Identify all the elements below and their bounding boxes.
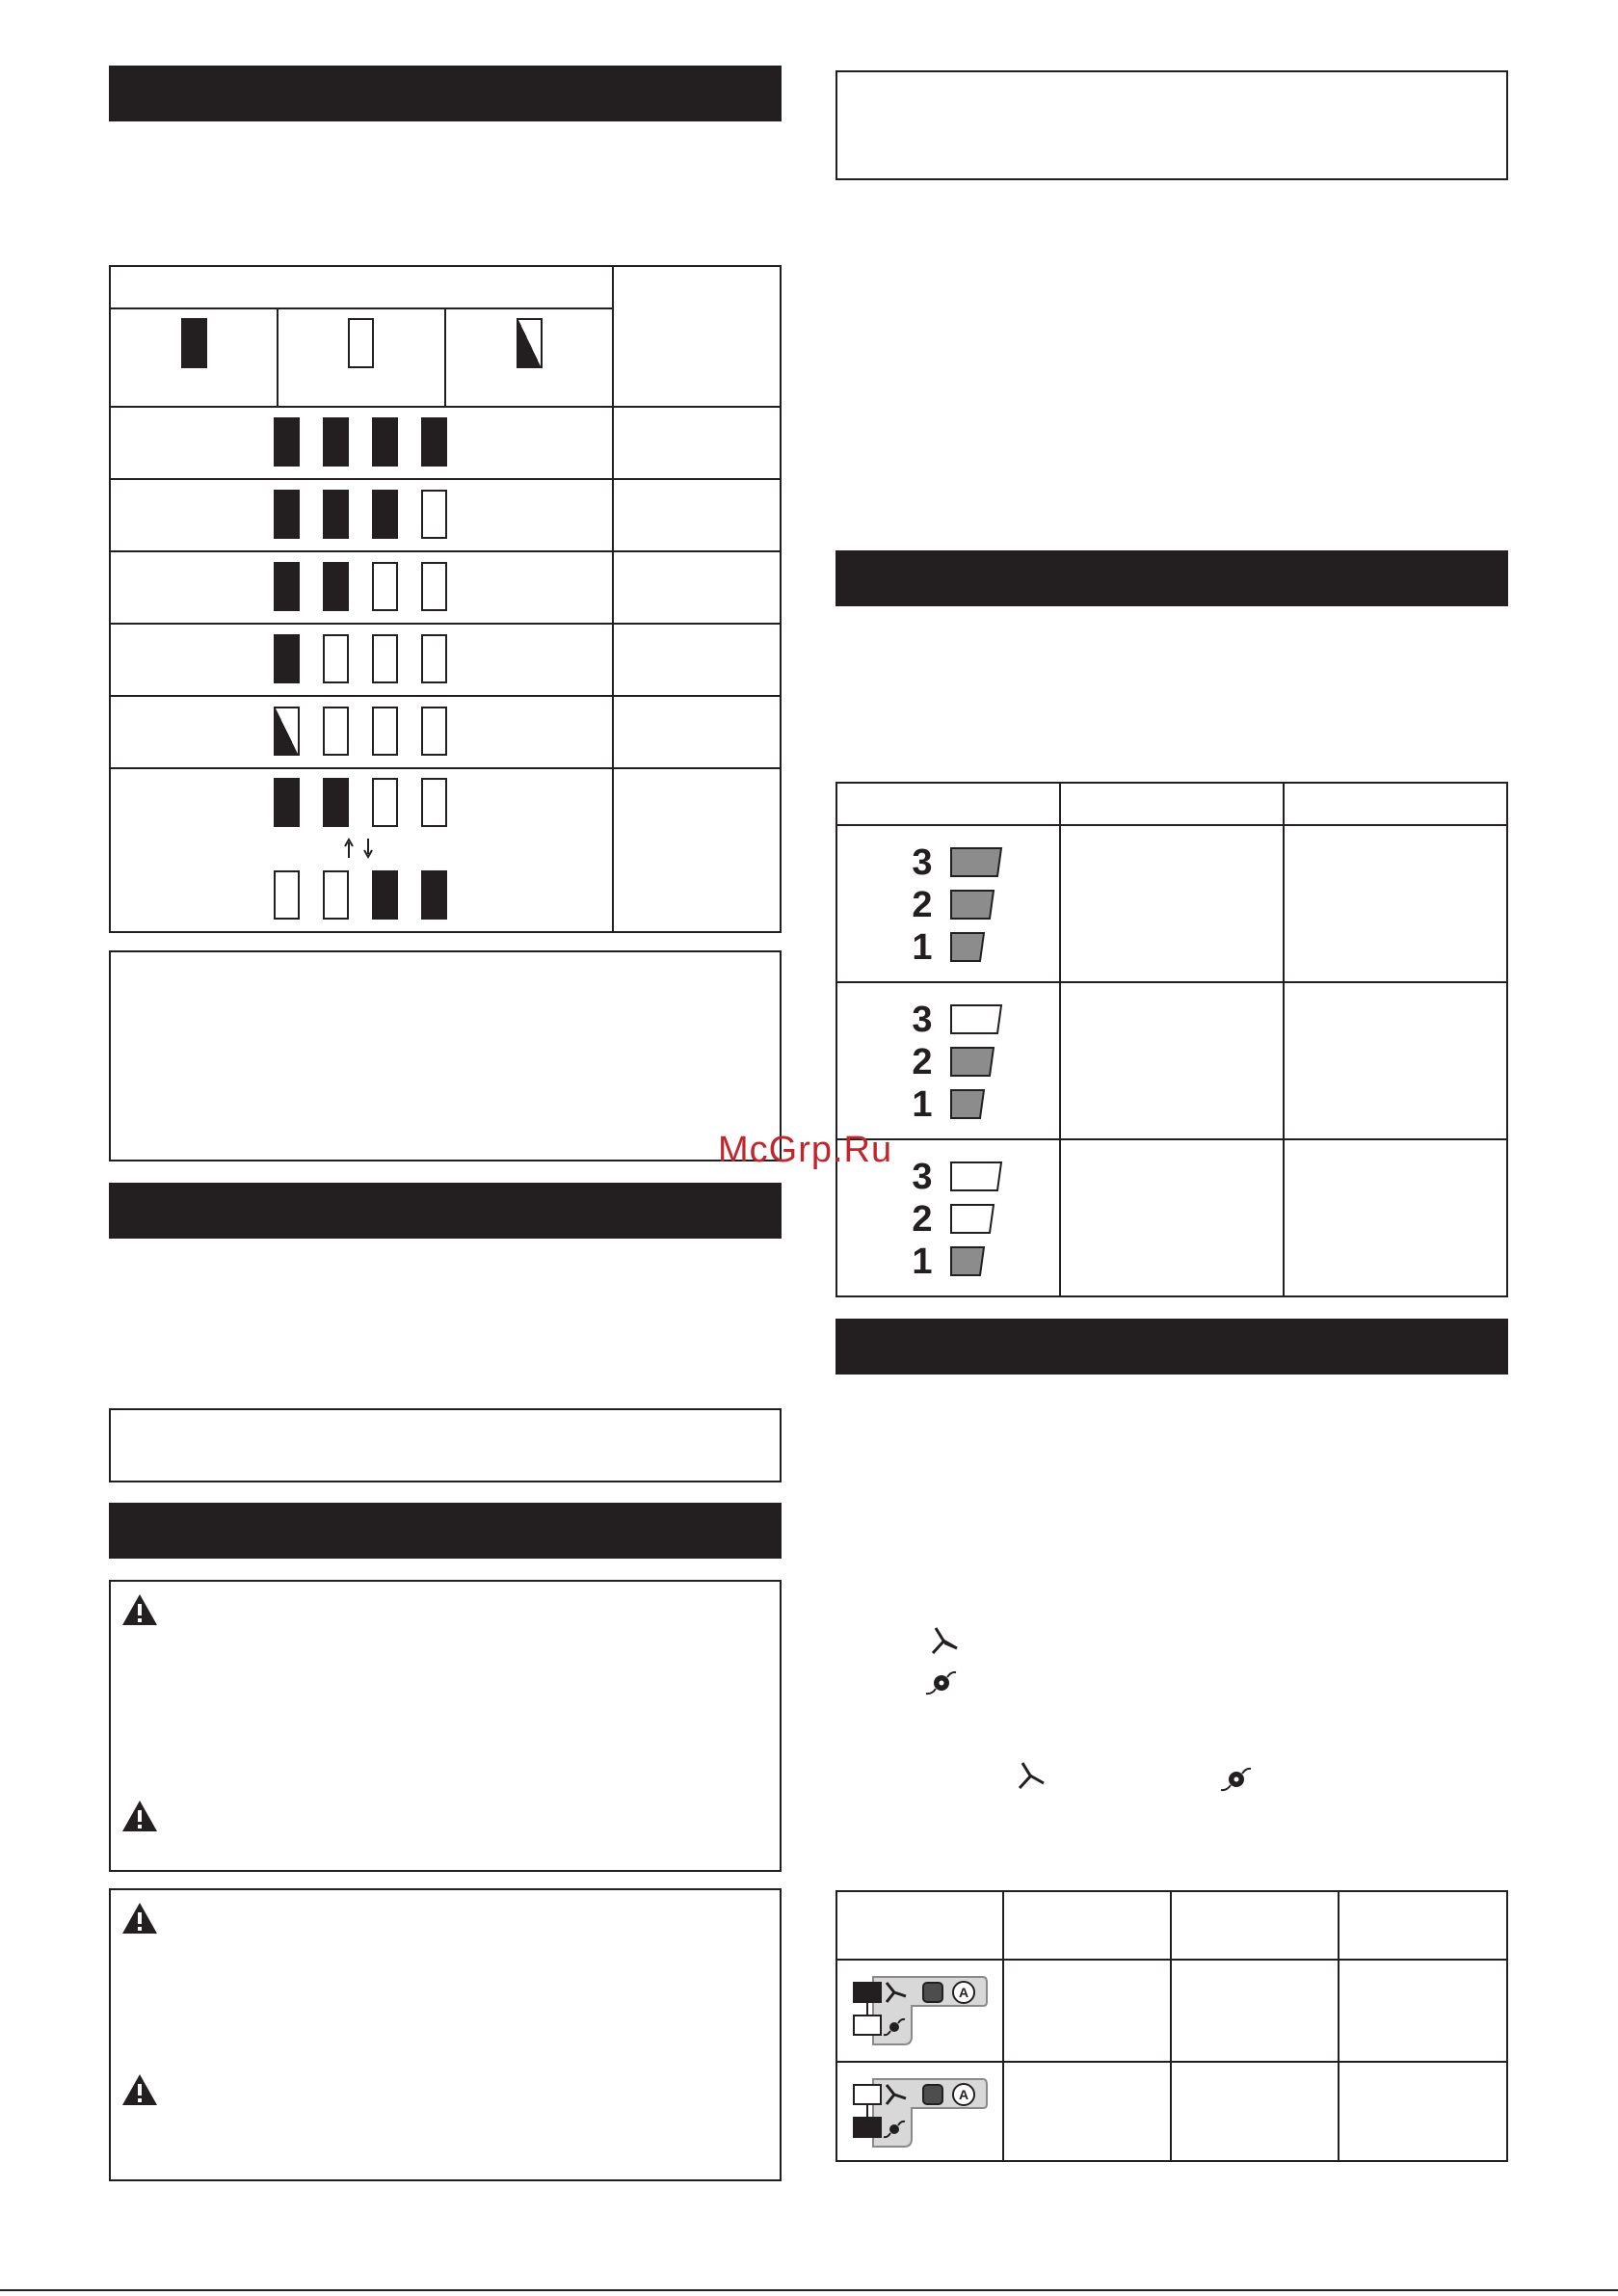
battery-lamp-on (323, 417, 349, 467)
warning-box (109, 1888, 782, 2181)
battery-lamp-on (274, 778, 300, 827)
auto-mode-icon (953, 1982, 974, 2003)
battery-lamp-off (421, 562, 447, 611)
note-box (109, 1408, 782, 1482)
battery-lamp-off (323, 707, 349, 756)
battery-lamp-off (421, 634, 447, 683)
speed-level-bar (949, 1088, 986, 1121)
legend-lamp-blinking (517, 318, 543, 368)
battery-lamp-on (274, 490, 300, 539)
alternate-arrows-icon (339, 837, 378, 860)
speed-level-number: 3 (912, 1000, 933, 1040)
section-header-bar (109, 1183, 782, 1239)
battery-lamp-on (323, 778, 349, 827)
speed-level-number: 1 (912, 1084, 933, 1125)
battery-lamp-on (274, 634, 300, 683)
speed-level-bar (949, 931, 986, 964)
battery-lamp-on (421, 870, 447, 920)
battery-lamp-off (372, 562, 398, 611)
battery-lamp-on (323, 490, 349, 539)
speed-level-number: 1 (912, 927, 933, 968)
section-header-bar (836, 550, 1508, 606)
legend-lamp-on (181, 318, 207, 368)
watermark: McGrp.Ru (718, 1130, 893, 1170)
battery-lamp-on (274, 417, 300, 467)
section-header-bar (836, 1319, 1508, 1375)
speed-level-bar (949, 1203, 995, 1236)
speed-level-number: 3 (912, 842, 933, 883)
warning-icon (120, 1592, 159, 1627)
warning-box (109, 1580, 782, 1872)
warning-icon (120, 1901, 159, 1936)
battery-lamp-on (274, 562, 300, 611)
speed-level-bar (949, 1161, 1003, 1193)
legend-lamp-off (348, 318, 374, 368)
battery-lamp-off (421, 707, 447, 756)
mode-panel-illustration (850, 2075, 990, 2150)
speed-level-number: 1 (912, 1241, 933, 1282)
battery-lamp-off (372, 778, 398, 827)
auto-mode-icon (953, 2084, 974, 2105)
battery-lamp-blinking (274, 707, 300, 756)
battery-lamp-on (372, 417, 398, 467)
battery-lamp-off (323, 870, 349, 920)
speed-level-bar (949, 1003, 1003, 1036)
nylon-cutter-icon (1216, 1760, 1255, 1795)
page-footer-rule (0, 2289, 1618, 2291)
speed-level-bar (949, 846, 1003, 879)
speed-level-number: 2 (912, 1199, 933, 1240)
speed-level-number: 2 (912, 885, 933, 925)
mode-panel-illustration (850, 1973, 990, 2048)
blade-icon (927, 1625, 960, 1658)
speed-level-bar (949, 1046, 995, 1079)
svg-text:A: A (958, 2087, 969, 2102)
battery-lamp-off (323, 634, 349, 683)
battery-lamp-off (421, 490, 447, 539)
section-header-bar (109, 66, 782, 121)
warning-icon (120, 2072, 159, 2107)
warning-icon (120, 1799, 159, 1833)
battery-lamp-on (323, 562, 349, 611)
battery-lamp-off (372, 634, 398, 683)
note-box (836, 70, 1508, 180)
battery-lamp-off (372, 707, 398, 756)
blade-icon (1014, 1760, 1047, 1793)
battery-lamp-on (372, 490, 398, 539)
svg-text:A: A (958, 1985, 969, 2000)
battery-lamp-on (421, 417, 447, 467)
note-box (109, 950, 782, 1161)
speed-level-number: 2 (912, 1042, 933, 1082)
battery-lamp-on (372, 870, 398, 920)
battery-lamp-off (274, 870, 300, 920)
speed-level-number: 3 (912, 1157, 933, 1197)
battery-lamp-off (421, 778, 447, 827)
section-header-bar (109, 1503, 782, 1559)
speed-level-bar (949, 1245, 986, 1278)
nylon-cutter-icon (921, 1664, 960, 1698)
speed-level-bar (949, 889, 995, 921)
